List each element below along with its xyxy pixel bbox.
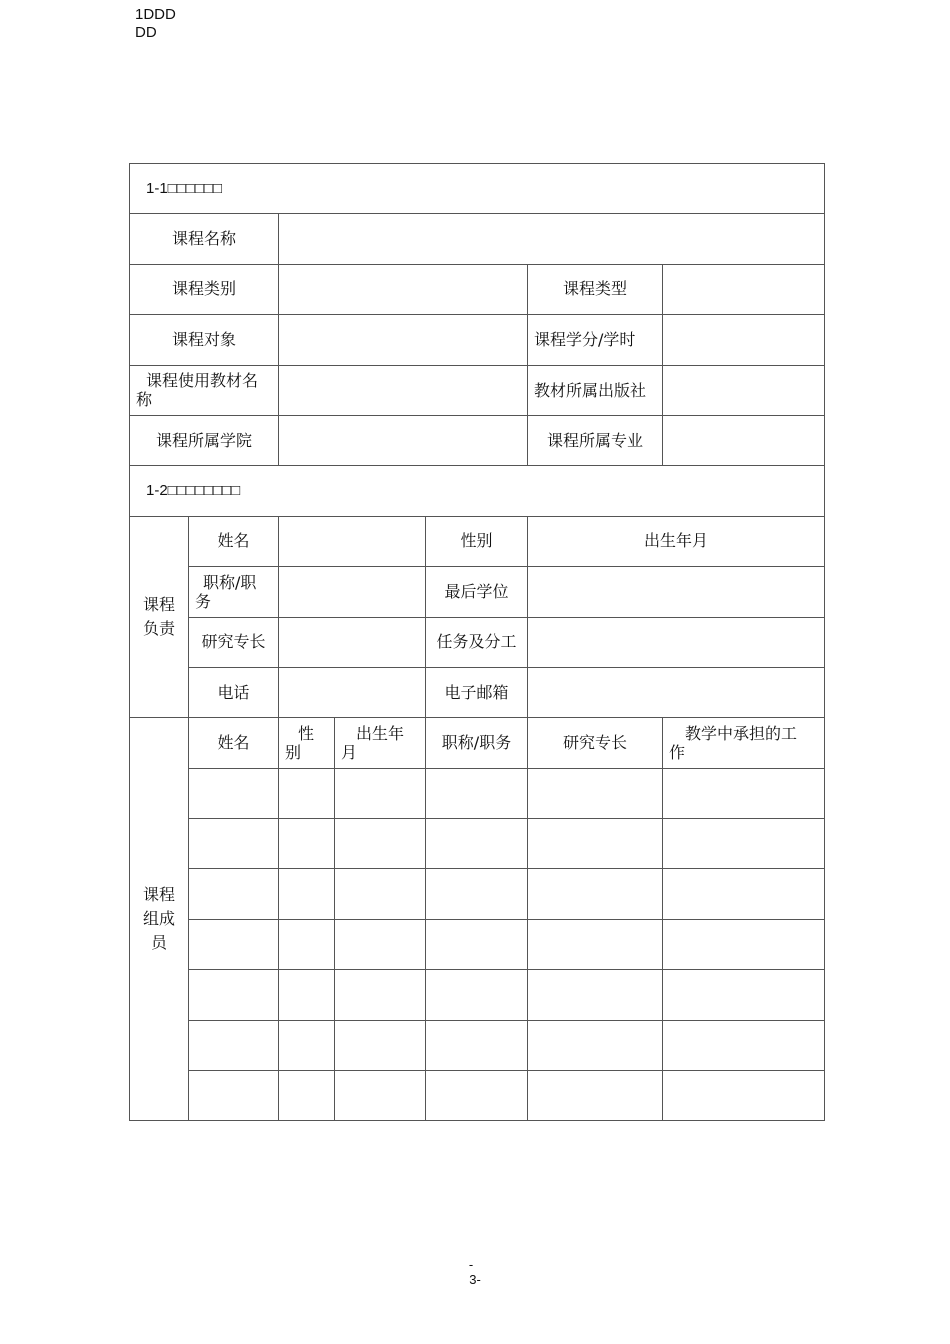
members-col-birth — [335, 718, 426, 768]
page-number: 3- — [469, 1272, 481, 1287]
member-name-field[interactable] — [189, 768, 279, 818]
leader-title-label-line-1: 职称/职 — [203, 572, 257, 592]
member-title-field[interactable] — [426, 919, 528, 969]
member-name-field[interactable] — [189, 1020, 279, 1070]
member-row — [130, 1071, 825, 1121]
member-specialty-field[interactable] — [528, 1071, 663, 1121]
leader-duty-field[interactable] — [528, 617, 825, 667]
member-gender-field[interactable] — [279, 1071, 335, 1121]
member-specialty-field[interactable] — [528, 970, 663, 1020]
members-group-label-line-2: 组成 — [142, 909, 175, 929]
members-col-work-line-1: 教学中承担的工 — [685, 723, 798, 743]
member-gender-field[interactable] — [279, 869, 335, 919]
members-col-work — [663, 718, 825, 768]
member-name-field[interactable] — [189, 869, 279, 919]
leader-name-label: 姓名 — [189, 516, 279, 566]
leader-degree-label: 最后学位 — [426, 567, 528, 617]
leader-gender-label: 性别 — [426, 516, 528, 566]
member-name-field[interactable] — [189, 970, 279, 1020]
member-birth-field[interactable] — [335, 768, 426, 818]
member-name-field[interactable] — [189, 1071, 279, 1121]
member-specialty-field[interactable] — [528, 1020, 663, 1070]
course-category-label: 课程类别 — [130, 264, 279, 314]
members-col-gender-line-1: 性 — [298, 723, 315, 743]
member-birth-field[interactable] — [335, 819, 426, 869]
member-title-field[interactable] — [426, 869, 528, 919]
leader-duty-label: 任务及分工 — [426, 617, 528, 667]
member-row — [130, 768, 825, 818]
member-work-field[interactable] — [663, 919, 825, 969]
leader-title-label-line-2: 务 — [195, 591, 212, 611]
members-col-birth-line-2: 月 — [341, 742, 358, 762]
members-group-label-line-3: 员 — [150, 933, 167, 953]
leader-group-label-line-1: 课程 — [142, 595, 175, 615]
course-audience-field[interactable] — [279, 315, 528, 365]
course-credits-label: 课程学分/学时 — [528, 315, 663, 365]
member-gender-field[interactable] — [279, 970, 335, 1020]
member-name-field[interactable] — [189, 919, 279, 969]
member-work-field[interactable] — [663, 1020, 825, 1070]
publisher-label: 教材所属出版社 — [528, 365, 663, 415]
leader-specialty-label: 研究专长 — [189, 617, 279, 667]
member-name-field[interactable] — [189, 819, 279, 869]
member-birth-field[interactable] — [335, 1020, 426, 1070]
publisher-field[interactable] — [663, 365, 825, 415]
member-row — [130, 919, 825, 969]
leader-title-field[interactable] — [279, 567, 426, 617]
member-row — [130, 1020, 825, 1070]
members-col-title: 职称/职务 — [426, 718, 528, 768]
leader-email-label: 电子邮箱 — [426, 667, 528, 717]
course-credits-field[interactable] — [663, 315, 825, 365]
header-code-line-1: 1DDD — [135, 6, 176, 23]
member-work-field[interactable] — [663, 1071, 825, 1121]
members-group-label — [130, 718, 189, 1121]
member-specialty-field[interactable] — [528, 819, 663, 869]
leader-group-label — [130, 516, 189, 718]
member-gender-field[interactable] — [279, 1020, 335, 1070]
course-type-label: 课程类型 — [528, 264, 663, 314]
member-work-field[interactable] — [663, 819, 825, 869]
member-gender-field[interactable] — [279, 819, 335, 869]
members-col-name: 姓名 — [189, 718, 279, 768]
course-category-field[interactable] — [279, 264, 528, 314]
textbook-name-label-line-1: 课程使用教材名 — [146, 371, 259, 391]
member-row — [130, 819, 825, 869]
leader-phone-label: 电话 — [189, 667, 279, 717]
leader-specialty-field[interactable] — [279, 617, 426, 667]
member-specialty-field[interactable] — [528, 869, 663, 919]
course-info-form — [129, 163, 825, 1121]
member-title-field[interactable] — [426, 768, 528, 818]
members-col-gender-line-2: 别 — [285, 742, 302, 762]
leader-email-field[interactable] — [528, 667, 825, 717]
leader-degree-field[interactable] — [528, 567, 825, 617]
member-specialty-field[interactable] — [528, 768, 663, 818]
member-row — [130, 869, 825, 919]
major-field[interactable] — [663, 415, 825, 465]
member-row — [130, 970, 825, 1020]
header-code-line-2: DD — [135, 24, 157, 41]
leader-birth-label: 出生年月 — [528, 516, 825, 566]
major-label: 课程所属专业 — [528, 415, 663, 465]
textbook-name-label-line-2: 称 — [136, 390, 153, 410]
section-1-title: 1-1□□□□□□ — [130, 164, 825, 214]
member-title-field[interactable] — [426, 1020, 528, 1070]
member-title-field[interactable] — [426, 819, 528, 869]
member-specialty-field[interactable] — [528, 919, 663, 969]
textbook-name-label — [130, 365, 279, 415]
member-title-field[interactable] — [426, 1071, 528, 1121]
leader-name-field[interactable] — [279, 516, 426, 566]
college-label: 课程所属学院 — [130, 415, 279, 465]
course-name-field[interactable] — [279, 214, 825, 264]
members-col-work-line-2: 作 — [669, 742, 686, 762]
member-work-field[interactable] — [663, 869, 825, 919]
members-col-specialty: 研究专长 — [528, 718, 663, 768]
member-gender-field[interactable] — [279, 919, 335, 969]
course-audience-label: 课程对象 — [130, 315, 279, 365]
member-birth-field[interactable] — [335, 869, 426, 919]
members-group-label-line-1: 课程 — [142, 885, 175, 905]
course-name-label: 课程名称 — [130, 214, 279, 264]
member-title-field[interactable] — [426, 970, 528, 1020]
member-birth-field[interactable] — [335, 919, 426, 969]
member-birth-field[interactable] — [335, 1071, 426, 1121]
member-work-field[interactable] — [663, 768, 825, 818]
members-col-gender — [279, 718, 335, 768]
leader-group-label-line-2: 负责 — [142, 619, 175, 639]
textbook-name-field[interactable] — [279, 365, 528, 415]
leader-phone-field[interactable] — [279, 667, 426, 717]
leader-title-label — [189, 567, 279, 617]
section-2-title: 1-2□□□□□□□□ — [130, 466, 825, 516]
course-type-field[interactable] — [663, 264, 825, 314]
footer-dash: - — [468, 1257, 474, 1272]
member-birth-field[interactable] — [335, 970, 426, 1020]
college-field[interactable] — [279, 415, 528, 465]
member-work-field[interactable] — [663, 970, 825, 1020]
member-gender-field[interactable] — [279, 768, 335, 818]
members-col-birth-line-1: 出生年 — [356, 723, 405, 743]
